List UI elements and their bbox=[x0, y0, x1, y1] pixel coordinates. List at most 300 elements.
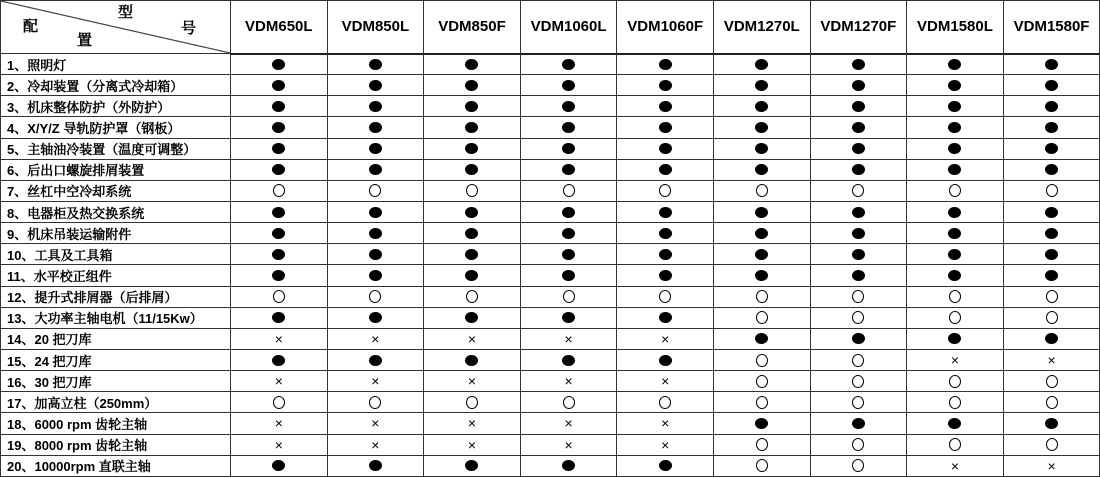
symbol-cell bbox=[231, 328, 328, 349]
symbol-cell bbox=[520, 328, 617, 349]
table-row bbox=[1, 117, 1100, 138]
row-label: 6、后出口螺旋排屑装置 bbox=[1, 159, 231, 180]
symbol-cell bbox=[907, 265, 1004, 286]
symbol-cell bbox=[424, 223, 521, 244]
open-circle-icon bbox=[1046, 290, 1058, 303]
cross-icon: × bbox=[274, 415, 283, 432]
filled-circle-icon bbox=[948, 80, 961, 91]
open-circle-icon bbox=[852, 396, 864, 409]
symbol-cell bbox=[231, 455, 328, 476]
symbol-cell bbox=[617, 244, 714, 265]
filled-circle-icon bbox=[562, 312, 575, 323]
filled-circle-icon bbox=[369, 164, 382, 175]
filled-circle-icon bbox=[369, 270, 382, 281]
filled-circle-icon bbox=[659, 143, 672, 154]
corner-config-char-2: 置 bbox=[77, 32, 93, 49]
cross-icon: × bbox=[467, 373, 477, 390]
symbol-cell bbox=[231, 223, 328, 244]
filled-circle-icon bbox=[1045, 143, 1058, 154]
symbol-cell bbox=[810, 413, 907, 434]
symbol-cell bbox=[617, 159, 714, 180]
filled-circle-icon bbox=[755, 333, 768, 344]
filled-circle-icon bbox=[562, 207, 575, 218]
symbol-cell bbox=[424, 180, 521, 201]
filled-circle-icon bbox=[948, 270, 961, 281]
symbol-cell bbox=[713, 286, 810, 307]
cross-icon: × bbox=[661, 373, 670, 390]
filled-circle-icon bbox=[465, 249, 478, 260]
symbol-cell bbox=[617, 371, 714, 392]
filled-circle-icon bbox=[1045, 59, 1058, 70]
table-body bbox=[1, 54, 1100, 477]
symbol-cell bbox=[810, 349, 907, 370]
symbol-cell bbox=[231, 413, 328, 434]
symbol-cell bbox=[424, 201, 521, 222]
filled-circle-icon bbox=[852, 249, 865, 260]
open-circle-icon bbox=[466, 290, 478, 303]
symbol-cell bbox=[1003, 434, 1100, 455]
corner-config-char-1: 配 bbox=[23, 18, 39, 35]
open-circle-icon bbox=[369, 396, 381, 409]
filled-circle-icon bbox=[1045, 207, 1058, 218]
symbol-cell bbox=[907, 371, 1004, 392]
filled-circle-icon bbox=[562, 355, 575, 366]
filled-circle-icon bbox=[1045, 270, 1058, 281]
symbol-cell bbox=[327, 54, 424, 75]
symbol-cell bbox=[1003, 138, 1100, 159]
symbol-cell bbox=[327, 244, 424, 265]
open-circle-icon bbox=[949, 375, 961, 388]
cross-icon: × bbox=[564, 415, 573, 432]
symbol-cell bbox=[520, 138, 617, 159]
filled-circle-icon bbox=[659, 249, 672, 260]
symbol-cell bbox=[1003, 159, 1100, 180]
filled-circle-icon bbox=[272, 355, 285, 366]
filled-circle-icon bbox=[562, 59, 575, 70]
row-label: 1、照明灯 bbox=[1, 54, 231, 75]
filled-circle-icon bbox=[465, 355, 478, 366]
symbol-cell bbox=[424, 159, 521, 180]
symbol-cell bbox=[713, 413, 810, 434]
filled-circle-icon bbox=[1045, 122, 1058, 133]
symbol-cell bbox=[1003, 201, 1100, 222]
filled-circle-icon bbox=[1045, 333, 1058, 344]
row-label: 19、8000 rpm 齿轮主轴 bbox=[1, 434, 231, 455]
symbol-cell bbox=[231, 286, 328, 307]
symbol-cell bbox=[810, 434, 907, 455]
table-row bbox=[1, 54, 1100, 75]
filled-circle-icon bbox=[852, 333, 865, 344]
column-header-vdm1060f: VDM1060F bbox=[617, 1, 714, 54]
symbol-cell bbox=[713, 96, 810, 117]
symbol-cell bbox=[617, 265, 714, 286]
open-circle-icon bbox=[1046, 184, 1058, 197]
filled-circle-icon bbox=[272, 80, 285, 91]
open-circle-icon bbox=[659, 184, 671, 197]
filled-circle-icon bbox=[272, 122, 285, 133]
symbol-cell bbox=[617, 54, 714, 75]
column-header-vdm850f: VDM850F bbox=[424, 1, 521, 54]
table-row bbox=[1, 180, 1100, 201]
filled-circle-icon bbox=[272, 312, 285, 323]
symbol-cell bbox=[713, 371, 810, 392]
symbol-cell bbox=[1003, 392, 1100, 413]
filled-circle-icon bbox=[1045, 101, 1058, 112]
symbol-cell bbox=[713, 349, 810, 370]
symbol-cell bbox=[907, 286, 1004, 307]
symbol-cell bbox=[231, 201, 328, 222]
open-circle-icon bbox=[852, 375, 864, 388]
filled-circle-icon bbox=[659, 80, 672, 91]
symbol-cell bbox=[810, 223, 907, 244]
symbol-cell bbox=[424, 328, 521, 349]
symbol-cell bbox=[907, 138, 1004, 159]
open-circle-icon bbox=[466, 184, 478, 197]
row-label: 5、主轴油冷装置（温度可调整） bbox=[1, 138, 231, 159]
filled-circle-icon bbox=[465, 80, 478, 91]
cross-icon: × bbox=[661, 415, 670, 432]
row-label: 10、工具及工具箱 bbox=[1, 244, 231, 265]
cross-icon: × bbox=[1047, 352, 1056, 369]
symbol-cell bbox=[520, 371, 617, 392]
filled-circle-icon bbox=[852, 228, 865, 239]
symbol-cell bbox=[424, 392, 521, 413]
cross-icon: × bbox=[1047, 457, 1056, 474]
filled-circle-icon bbox=[369, 312, 382, 323]
symbol-cell bbox=[713, 117, 810, 138]
filled-circle-icon bbox=[659, 355, 672, 366]
symbol-cell bbox=[520, 201, 617, 222]
filled-circle-icon bbox=[272, 207, 285, 218]
cross-icon: × bbox=[371, 415, 380, 432]
cross-icon: × bbox=[274, 436, 283, 453]
symbol-cell bbox=[424, 75, 521, 96]
symbol-cell bbox=[424, 349, 521, 370]
symbol-cell bbox=[617, 413, 714, 434]
corner-cell bbox=[1, 1, 231, 54]
filled-circle-icon bbox=[272, 249, 285, 260]
symbol-cell bbox=[713, 159, 810, 180]
symbol-cell bbox=[327, 265, 424, 286]
open-circle-icon bbox=[1046, 438, 1058, 451]
filled-circle-icon bbox=[369, 80, 382, 91]
symbol-cell bbox=[520, 265, 617, 286]
symbol-cell bbox=[907, 307, 1004, 328]
symbol-cell bbox=[617, 349, 714, 370]
symbol-cell bbox=[327, 201, 424, 222]
symbol-cell bbox=[810, 244, 907, 265]
symbol-cell bbox=[713, 75, 810, 96]
symbol-cell bbox=[231, 244, 328, 265]
symbol-cell bbox=[907, 244, 1004, 265]
symbol-cell bbox=[424, 307, 521, 328]
symbol-cell bbox=[327, 434, 424, 455]
symbol-cell bbox=[810, 54, 907, 75]
symbol-cell bbox=[520, 413, 617, 434]
filled-circle-icon bbox=[659, 228, 672, 239]
filled-circle-icon bbox=[465, 228, 478, 239]
symbol-cell bbox=[617, 328, 714, 349]
symbol-cell bbox=[617, 138, 714, 159]
cross-icon: × bbox=[564, 436, 573, 453]
symbol-cell bbox=[1003, 223, 1100, 244]
filled-circle-icon bbox=[369, 355, 382, 366]
filled-circle-icon bbox=[948, 207, 961, 218]
filled-circle-icon bbox=[465, 312, 478, 323]
filled-circle-icon bbox=[948, 228, 961, 239]
open-circle-icon bbox=[563, 290, 575, 303]
row-label: 18、6000 rpm 齿轮主轴 bbox=[1, 413, 231, 434]
row-label: 11、水平校正组件 bbox=[1, 265, 231, 286]
symbol-cell bbox=[907, 349, 1004, 370]
corner-model-char-2: 号 bbox=[181, 20, 197, 37]
row-label: 17、加高立柱（250mm） bbox=[1, 392, 231, 413]
open-circle-icon bbox=[273, 184, 285, 197]
table-row bbox=[1, 138, 1100, 159]
filled-circle-icon bbox=[465, 122, 478, 133]
symbol-cell bbox=[617, 455, 714, 476]
filled-circle-icon bbox=[948, 101, 961, 112]
column-header-vdm1270f: VDM1270F bbox=[810, 1, 907, 54]
cross-icon: × bbox=[661, 436, 670, 453]
row-label: 16、30 把刀库 bbox=[1, 371, 231, 392]
symbol-cell bbox=[231, 75, 328, 96]
symbol-cell bbox=[327, 223, 424, 244]
table-row bbox=[1, 159, 1100, 180]
symbol-cell bbox=[713, 455, 810, 476]
symbol-cell bbox=[327, 117, 424, 138]
table-row bbox=[1, 286, 1100, 307]
symbol-cell bbox=[327, 392, 424, 413]
filled-circle-icon bbox=[562, 249, 575, 260]
table-row bbox=[1, 201, 1100, 222]
row-label: 13、大功率主轴电机（11/15Kw） bbox=[1, 307, 231, 328]
symbol-cell bbox=[810, 201, 907, 222]
filled-circle-icon bbox=[852, 101, 865, 112]
symbol-cell bbox=[424, 265, 521, 286]
open-circle-icon bbox=[949, 396, 961, 409]
symbol-cell bbox=[713, 265, 810, 286]
table-row bbox=[1, 265, 1100, 286]
symbol-cell bbox=[327, 180, 424, 201]
filled-circle-icon bbox=[852, 418, 865, 429]
symbol-cell bbox=[617, 434, 714, 455]
symbol-cell bbox=[520, 455, 617, 476]
cross-icon: × bbox=[467, 436, 477, 453]
symbol-cell bbox=[231, 371, 328, 392]
symbol-cell bbox=[424, 244, 521, 265]
symbol-cell bbox=[1003, 180, 1100, 201]
symbol-cell bbox=[713, 223, 810, 244]
table-row bbox=[1, 223, 1100, 244]
table-row bbox=[1, 413, 1100, 434]
symbol-cell bbox=[520, 392, 617, 413]
symbol-cell bbox=[907, 413, 1004, 434]
table-row bbox=[1, 349, 1100, 370]
symbol-cell bbox=[1003, 54, 1100, 75]
symbol-cell bbox=[907, 328, 1004, 349]
filled-circle-icon bbox=[755, 207, 768, 218]
symbol-cell bbox=[1003, 413, 1100, 434]
row-label: 7、丝杠中空冷却系统 bbox=[1, 180, 231, 201]
open-circle-icon bbox=[756, 459, 768, 472]
header-row bbox=[1, 1, 1100, 54]
filled-circle-icon bbox=[948, 143, 961, 154]
symbol-cell bbox=[907, 159, 1004, 180]
filled-circle-icon bbox=[465, 143, 478, 154]
filled-circle-icon bbox=[852, 270, 865, 281]
symbol-cell bbox=[907, 392, 1004, 413]
symbol-cell bbox=[424, 286, 521, 307]
open-circle-icon bbox=[949, 290, 961, 303]
symbol-cell bbox=[327, 328, 424, 349]
symbol-cell bbox=[1003, 455, 1100, 476]
column-header-vdm1270l: VDM1270L bbox=[713, 1, 810, 54]
symbol-cell bbox=[713, 138, 810, 159]
open-circle-icon bbox=[756, 438, 768, 451]
symbol-cell bbox=[231, 159, 328, 180]
open-circle-icon bbox=[852, 184, 864, 197]
table-row bbox=[1, 392, 1100, 413]
symbol-cell bbox=[810, 159, 907, 180]
open-circle-icon bbox=[756, 354, 768, 367]
filled-circle-icon bbox=[852, 164, 865, 175]
open-circle-icon bbox=[852, 311, 864, 324]
symbol-cell bbox=[907, 117, 1004, 138]
cross-icon: × bbox=[564, 330, 573, 347]
symbol-cell bbox=[520, 349, 617, 370]
cross-icon: × bbox=[371, 330, 380, 347]
filled-circle-icon bbox=[465, 164, 478, 175]
symbol-cell bbox=[810, 180, 907, 201]
symbol-cell bbox=[1003, 96, 1100, 117]
symbol-cell bbox=[424, 455, 521, 476]
filled-circle-icon bbox=[948, 59, 961, 70]
cross-icon: × bbox=[467, 415, 477, 432]
filled-circle-icon bbox=[755, 122, 768, 133]
table-row bbox=[1, 75, 1100, 96]
row-label: 20、10000rpm 直联主轴 bbox=[1, 455, 231, 476]
filled-circle-icon bbox=[272, 270, 285, 281]
open-circle-icon bbox=[1046, 311, 1058, 324]
row-label: 15、24 把刀库 bbox=[1, 349, 231, 370]
symbol-cell bbox=[231, 349, 328, 370]
open-circle-icon bbox=[949, 311, 961, 324]
symbol-cell bbox=[231, 434, 328, 455]
filled-circle-icon bbox=[1045, 249, 1058, 260]
column-header-vdm1060l: VDM1060L bbox=[520, 1, 617, 54]
cross-icon: × bbox=[274, 330, 283, 347]
open-circle-icon bbox=[756, 396, 768, 409]
symbol-cell bbox=[617, 117, 714, 138]
column-header-vdm650l: VDM650L bbox=[231, 1, 328, 54]
row-label: 14、20 把刀库 bbox=[1, 328, 231, 349]
symbol-cell bbox=[713, 392, 810, 413]
symbol-cell bbox=[810, 307, 907, 328]
symbol-cell bbox=[327, 371, 424, 392]
symbol-cell bbox=[327, 159, 424, 180]
filled-circle-icon bbox=[272, 59, 285, 70]
symbol-cell bbox=[1003, 75, 1100, 96]
symbol-cell bbox=[520, 434, 617, 455]
open-circle-icon bbox=[369, 290, 381, 303]
symbol-cell bbox=[810, 117, 907, 138]
filled-circle-icon bbox=[948, 164, 961, 175]
symbol-cell bbox=[617, 223, 714, 244]
open-circle-icon bbox=[949, 184, 961, 197]
cross-icon: × bbox=[274, 373, 283, 390]
filled-circle-icon bbox=[369, 122, 382, 133]
filled-circle-icon bbox=[465, 460, 478, 471]
open-circle-icon bbox=[756, 311, 768, 324]
filled-circle-icon bbox=[369, 249, 382, 260]
open-circle-icon bbox=[1046, 396, 1058, 409]
filled-circle-icon bbox=[465, 101, 478, 112]
open-circle-icon bbox=[756, 290, 768, 303]
filled-circle-icon bbox=[369, 143, 382, 154]
symbol-cell bbox=[424, 371, 521, 392]
filled-circle-icon bbox=[948, 122, 961, 133]
symbol-cell bbox=[424, 413, 521, 434]
filled-circle-icon bbox=[755, 228, 768, 239]
open-circle-icon bbox=[659, 396, 671, 409]
open-circle-icon bbox=[949, 438, 961, 451]
filled-circle-icon bbox=[562, 101, 575, 112]
symbol-cell bbox=[617, 75, 714, 96]
filled-circle-icon bbox=[755, 143, 768, 154]
symbol-cell bbox=[907, 180, 1004, 201]
symbol-cell bbox=[810, 96, 907, 117]
symbol-cell bbox=[327, 286, 424, 307]
symbol-cell bbox=[327, 96, 424, 117]
symbol-cell bbox=[1003, 286, 1100, 307]
table-row bbox=[1, 455, 1100, 476]
symbol-cell bbox=[231, 180, 328, 201]
symbol-cell bbox=[907, 201, 1004, 222]
symbol-cell bbox=[424, 117, 521, 138]
symbol-cell bbox=[1003, 307, 1100, 328]
symbol-cell bbox=[617, 96, 714, 117]
column-header-vdm1580l: VDM1580L bbox=[907, 1, 1004, 54]
open-circle-icon bbox=[466, 396, 478, 409]
symbol-cell bbox=[520, 117, 617, 138]
open-circle-icon bbox=[563, 396, 575, 409]
cross-icon: × bbox=[371, 373, 380, 390]
table-row bbox=[1, 434, 1100, 455]
symbol-cell bbox=[907, 75, 1004, 96]
symbol-cell bbox=[424, 96, 521, 117]
symbol-cell bbox=[520, 159, 617, 180]
filled-circle-icon bbox=[659, 164, 672, 175]
symbol-cell bbox=[617, 201, 714, 222]
filled-circle-icon bbox=[948, 249, 961, 260]
table-row bbox=[1, 371, 1100, 392]
open-circle-icon bbox=[273, 290, 285, 303]
symbol-cell bbox=[1003, 371, 1100, 392]
filled-circle-icon bbox=[755, 59, 768, 70]
filled-circle-icon bbox=[948, 418, 961, 429]
symbol-cell bbox=[424, 434, 521, 455]
open-circle-icon bbox=[369, 184, 381, 197]
symbol-cell bbox=[520, 180, 617, 201]
symbol-cell bbox=[907, 96, 1004, 117]
open-circle-icon bbox=[852, 459, 864, 472]
row-label: 4、X/Y/Z 导轨防护罩（钢板） bbox=[1, 117, 231, 138]
symbol-cell bbox=[810, 265, 907, 286]
filled-circle-icon bbox=[755, 101, 768, 112]
filled-circle-icon bbox=[852, 80, 865, 91]
symbol-cell bbox=[907, 434, 1004, 455]
